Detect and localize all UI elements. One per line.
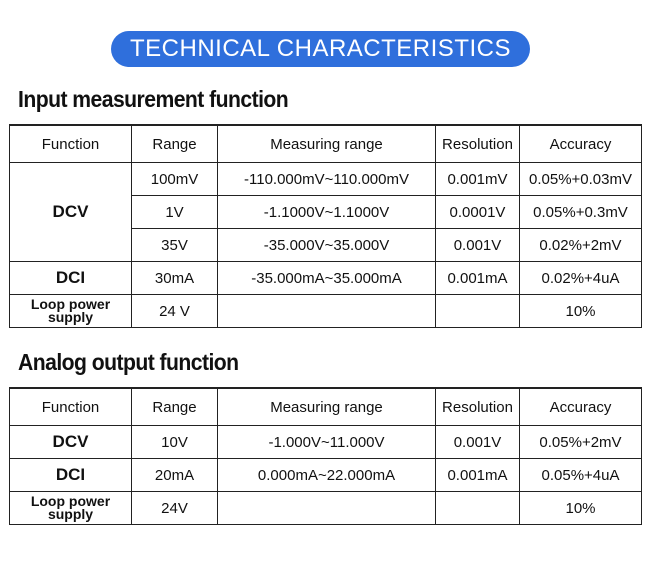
resolution-cell: 0.0001V	[436, 196, 520, 229]
range-cell: 24V	[132, 492, 218, 525]
accuracy-cell: 0.05%+0.3mV	[520, 196, 642, 229]
resolution-cell	[436, 295, 520, 328]
measuring-range-cell: -35.000mA~35.000mA	[218, 262, 436, 295]
header-accuracy: Accuracy	[520, 388, 642, 426]
page-title-banner: TECHNICAL CHARACTERISTICS	[111, 31, 530, 67]
header-range: Range	[132, 388, 218, 426]
header-function: Function	[10, 388, 132, 426]
measuring-range-cell: -110.000mV~110.000mV	[218, 163, 436, 196]
measuring-range-cell: -1.1000V~1.1000V	[218, 196, 436, 229]
range-cell: 24 V	[132, 295, 218, 328]
header-resolution: Resolution	[436, 388, 520, 426]
resolution-cell	[436, 492, 520, 525]
measuring-range-cell: -1.000V~11.000V	[218, 426, 436, 459]
accuracy-cell: 0.05%+0.03mV	[520, 163, 642, 196]
resolution-cell: 0.001mV	[436, 163, 520, 196]
table-row	[10, 163, 642, 196]
header-accuracy: Accuracy	[520, 125, 642, 163]
measuring-range-cell: 0.000mA~22.000mA	[218, 459, 436, 492]
table-header-row	[10, 125, 642, 163]
accuracy-cell: 0.02%+2mV	[520, 229, 642, 262]
range-cell: 100mV	[132, 163, 218, 196]
range-cell: 10V	[132, 426, 218, 459]
function-cell-dcv: DCV	[10, 426, 132, 459]
resolution-cell: 0.001mA	[436, 459, 520, 492]
analog-output-table	[9, 387, 642, 525]
table-header-row	[10, 388, 642, 426]
header-range: Range	[132, 125, 218, 163]
range-cell: 30mA	[132, 262, 218, 295]
resolution-cell: 0.001V	[436, 229, 520, 262]
function-cell-dci: DCI	[10, 262, 132, 295]
resolution-cell: 0.001mA	[436, 262, 520, 295]
table-row	[10, 492, 642, 525]
accuracy-cell: 0.02%+4uA	[520, 262, 642, 295]
accuracy-cell: 10%	[520, 492, 642, 525]
range-cell: 1V	[132, 196, 218, 229]
function-cell-loop-power: Loop power supply	[10, 492, 132, 525]
header-function: Function	[10, 125, 132, 163]
header-measuring-range: Measuring range	[218, 125, 436, 163]
table-row	[10, 426, 642, 459]
output-section-title: Analog output function	[18, 349, 239, 375]
input-measurement-table	[9, 124, 642, 328]
table-row	[10, 459, 642, 492]
measuring-range-cell	[218, 492, 436, 525]
table-row	[10, 262, 642, 295]
function-cell-dci: DCI	[10, 459, 132, 492]
resolution-cell: 0.001V	[436, 426, 520, 459]
accuracy-cell: 0.05%+2mV	[520, 426, 642, 459]
input-section-title: Input measurement function	[18, 86, 289, 112]
function-cell-dcv: DCV	[10, 163, 132, 262]
header-resolution: Resolution	[436, 125, 520, 163]
accuracy-cell: 0.05%+4uA	[520, 459, 642, 492]
table-row	[10, 295, 642, 328]
measuring-range-cell	[218, 295, 436, 328]
measuring-range-cell: -35.000V~35.000V	[218, 229, 436, 262]
range-cell: 35V	[132, 229, 218, 262]
header-measuring-range: Measuring range	[218, 388, 436, 426]
range-cell: 20mA	[132, 459, 218, 492]
function-cell-loop-power: Loop power supply	[10, 295, 132, 328]
accuracy-cell: 10%	[520, 295, 642, 328]
